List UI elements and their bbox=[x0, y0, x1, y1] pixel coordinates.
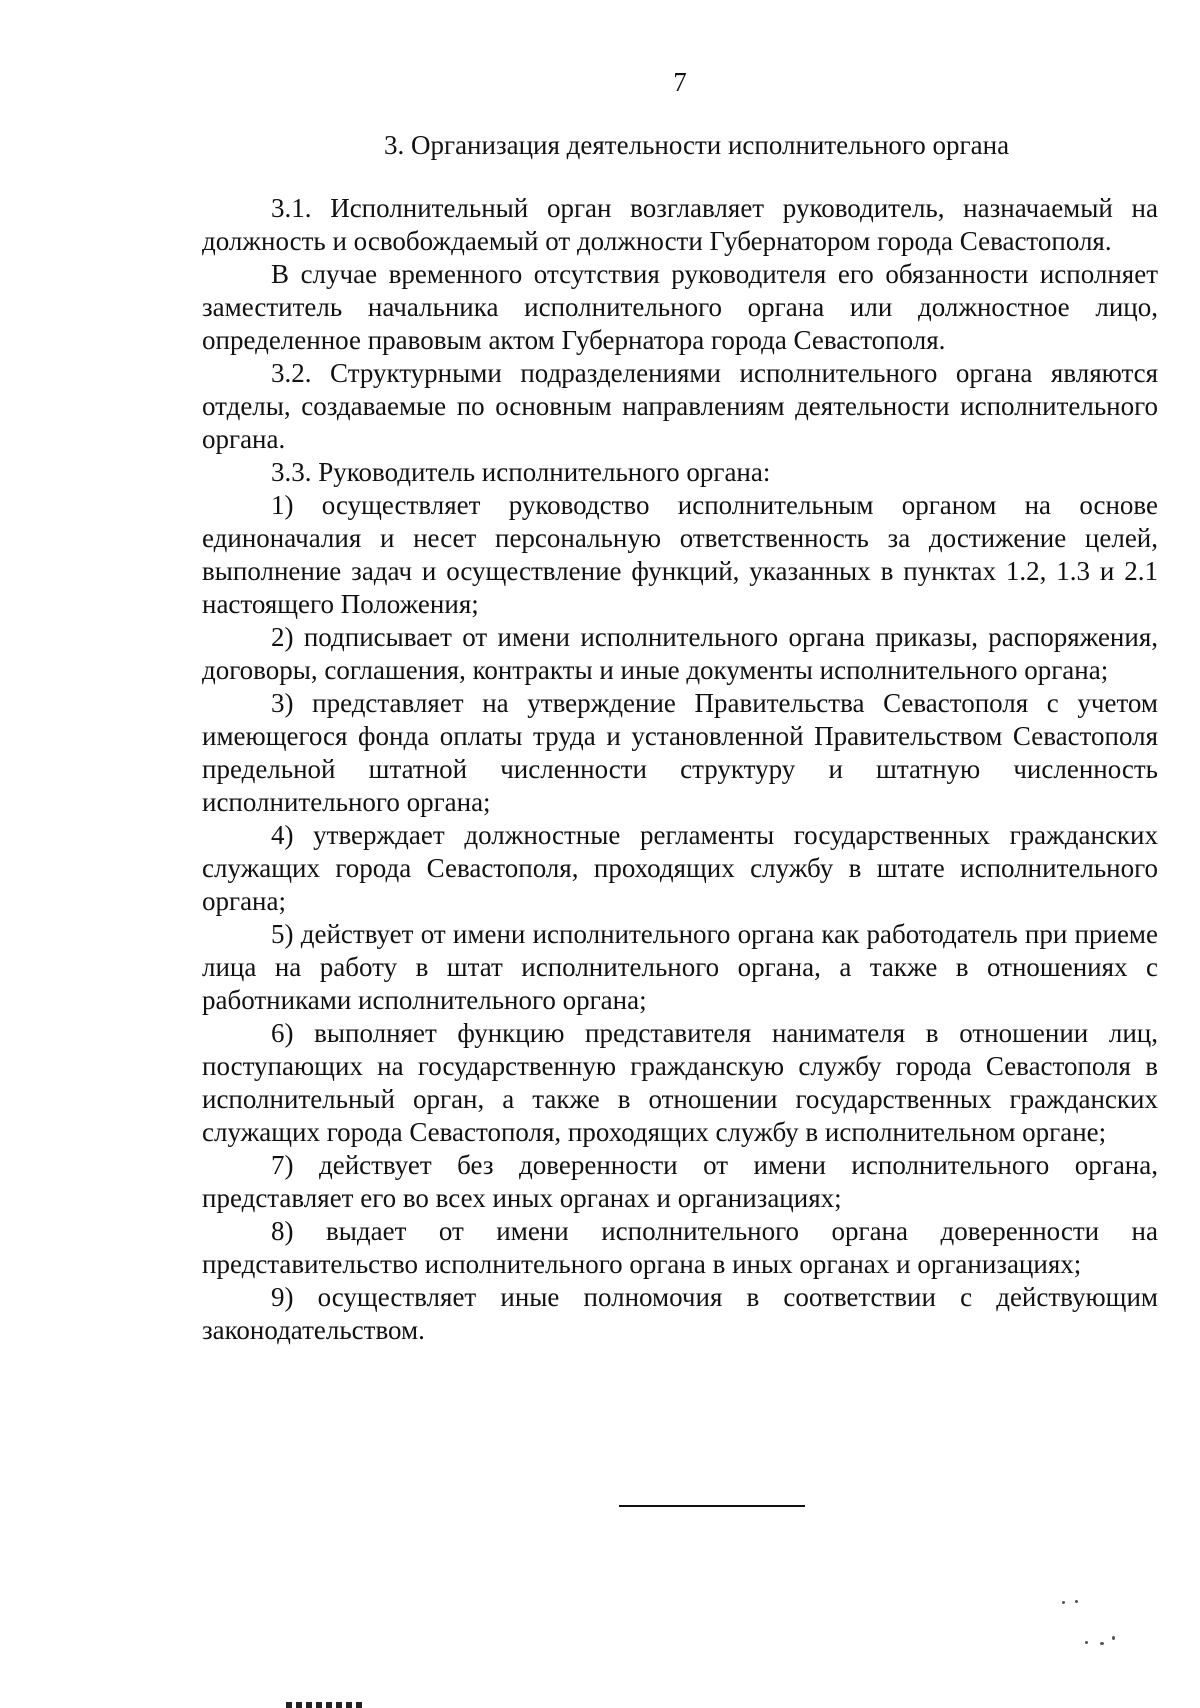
end-divider-line bbox=[619, 1505, 805, 1507]
list-item-1: 1) осуществляет руководство исполнительным органом на основе единоначалия и несет персональную ответственность за достижение целей, выполнение задач и осуществление функций, указанных в пунктах 1.2, 1.3 и 2.1 настоящего Положения; bbox=[202, 490, 1158, 619]
paragraph-3-1: 3.1. Исполнительный орган возглавляет руководитель, назначаемый на должность и освобождаемый от должности Губернатором города Севастополя. bbox=[202, 193, 1158, 256]
document-body bbox=[202, 192, 1158, 1347]
scan-speck bbox=[1062, 1601, 1065, 1604]
paragraph-3-3: 3.3. Руководитель исполнительного органа: bbox=[271, 457, 771, 487]
list-item-8: 8) выдает от имени исполнительного органа доверенности на представительство исполнительного органа в иных органах и организациях; bbox=[202, 1216, 1158, 1279]
list-item-3: 3) представляет на утверждение Правительства Севастополя с учетом имеющегося фонда оплаты труда и установленной Правительством Севастополя предельной штатной численности структуру и штатную численность исполнительного органа; bbox=[202, 688, 1158, 817]
list-item-6: 6) выполняет функцию представителя нанимателя в отношении лиц, поступающих на государственную гражданскую службу города Севастополя в исполнительный орган, а также в отношении государственных гражданских служащих города Севастополя, проходящих службу в исполнительном органе; bbox=[202, 1018, 1158, 1147]
list-item-5: 5) действует от имени исполнительного органа как работодатель при приеме лица на работу в штат исполнительного органа, а также в отношениях с работниками исполнительного органа; bbox=[202, 919, 1158, 1015]
list-item-4: 4) утверждает должностные регламенты государственных гражданских служащих города Севастополя, проходящих службу в штате исполнительного органа; bbox=[202, 820, 1158, 916]
list-item-2: 2) подписывает от имени исполнительного органа приказы, распоряжения, договоры, соглашения, контракты и иные документы исполнительного органа; bbox=[202, 622, 1158, 685]
scan-speck bbox=[1075, 1600, 1078, 1603]
list-item-7: 7) действует без доверенности от имени исполнительного органа, представляет его во всех иных органах и организациях; bbox=[202, 1150, 1158, 1213]
scan-speck bbox=[1100, 1642, 1104, 1645]
scan-edge-mark bbox=[286, 1702, 366, 1708]
list-item-9: 9) осуществляет иные полномочия в соответствии с действующим законодательством. bbox=[202, 1282, 1158, 1345]
scan-speck bbox=[1085, 1641, 1088, 1644]
scan-speck bbox=[1112, 1636, 1115, 1640]
page-number: 7 bbox=[673, 67, 687, 97]
paragraph-3-2: 3.2. Структурными подразделениями исполнительного органа являются отделы, создаваемые по основным направлениям деятельности исполнительного органа. bbox=[202, 358, 1158, 454]
paragraph-3-1-temporary-absence: В случае временного отсутствия руководителя его обязанности исполняет заместитель начальника исполнительного органа или должностное лицо, определенное правовым актом Губернатора города Севастополя. bbox=[202, 259, 1158, 355]
section-heading: 3. Организация деятельности исполнительного органа bbox=[384, 130, 1010, 160]
